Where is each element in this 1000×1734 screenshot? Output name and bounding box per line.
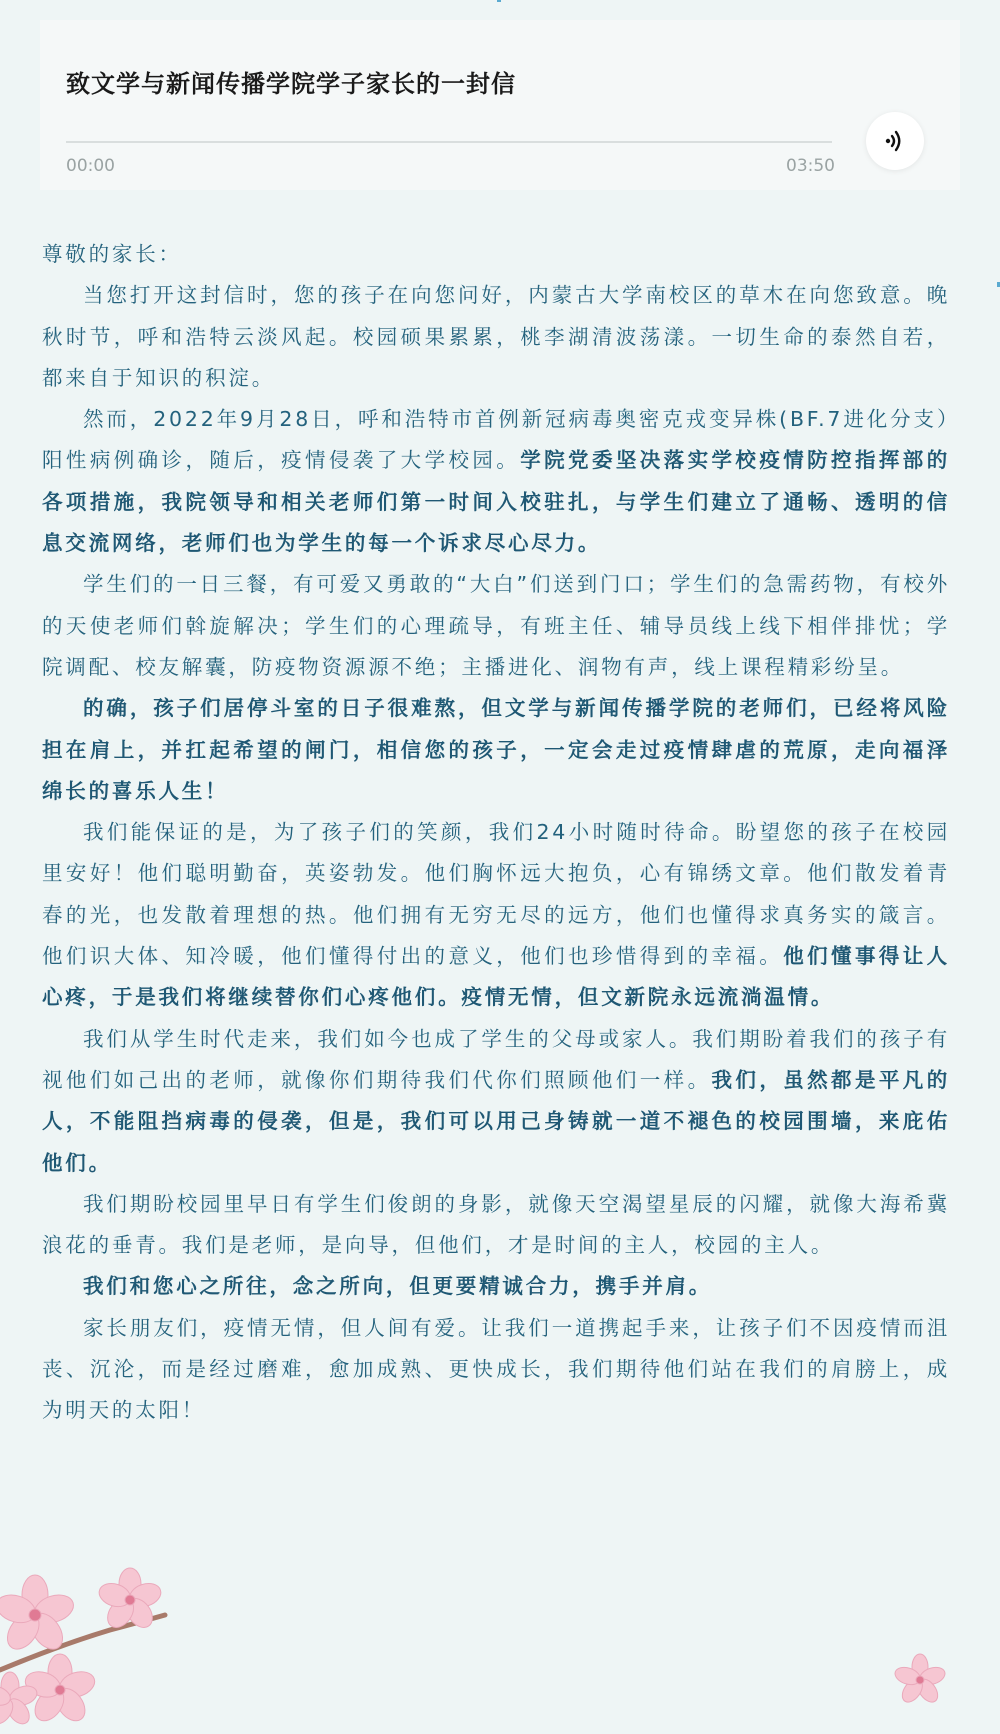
edge-mark: [497, 0, 501, 2]
total-time: 03:50: [786, 156, 835, 176]
letter-paragraph: 的确，孩子们居停斗室的日子很难熬，但文学与新闻传播学院的老师们，已经将风险担在肩上，并扛起希望的闸门，相信您的孩子，一定会走过疫情肆虐的荒原，走向福泽绵长的喜乐人生！: [42, 696, 950, 803]
letter-paragraph: 我们期盼校园里早日有学生们俊朗的身影，就像天空渴望星辰的闪耀，就像大海希冀浪花的垂青。我们是老师，是向导，但他们，才是时间的主人，校园的主人。: [42, 1191, 950, 1258]
cherry-blossom-small-decoration: [890, 1650, 950, 1710]
letter-paragraph: 我们能保证的是，为了孩子们的笑颜，我们24小时随时待命。盼望您的孩子在校园里安好！他们聪明勤奋，英姿勃发。他们胸怀远大抱负，心有锦绣文章。他们散发着青春的光，也发散着理想的热。他们拥有无穷无尽的远方，他们也懂得求真务实的箴言。他们识大体、知冷暖，他们懂得付出的意义，他们也珍惜得到的幸福。他们懂事得让人心疼，于是我们将继续替你们心疼他们。疫情无情，但文新院永远流淌温情。: [42, 820, 950, 1010]
sound-wave-icon: [882, 128, 908, 154]
letter-paragraph: 家长朋友们，疫情无情，但人间有爱。让我们一道携起手来，让孩子们不因疫情而沮丧、沉沦，而是经过磨难，愈加成熟、更快成长，我们期待他们站在我们的肩膀上，成为明天的太阳！: [42, 1315, 950, 1423]
letter-paragraph: 当您打开这封信时，您的孩子在向您问好，内蒙古大学南校区的草木在向您致意。晚秋时节，呼和浩特云淡风起。校园硕果累累，桃李湖清波荡漾。一切生命的泰然自若，都来自于知识的积淀。: [42, 283, 950, 390]
letter-paragraph: 我们从学生时代走来，我们如今也成了学生的父母或家人。我们期盼着我们的孩子有视他们如己出的老师，就像你们期待我们代你们照顾他们一样。我们，虽然都是平凡的人，不能阻挡病毒的侵袭，但是，我们可以用己身铸就一道不褪色的校园围墙，来庇佑他们。: [42, 1026, 950, 1175]
play-button[interactable]: [866, 112, 924, 170]
audio-progress-bar[interactable]: [66, 141, 832, 143]
letter-paragraph: 学生们的一日三餐，有可爱又勇敢的“大白”们送到门口；学生们的急需药物，有校外的天使老师们斡旋解决；学生们的心理疏导，有班主任、辅导员线上线下相伴排忧；学院调配、校友解囊，防疫物资源源不绝；主播进化、润物有声，线上课程精彩纷呈。: [42, 572, 950, 679]
audio-player: [40, 20, 960, 190]
letter-body: [42, 234, 950, 1432]
letter-paragraph: 我们和您心之所往，念之所向，但更要精诚合力，携手并肩。: [83, 1274, 713, 1299]
letter-paragraph: 然而，2022年9月28日，呼和浩特市首例新冠病毒奥密克戎变异株(BF.7进化分支）阳性病例确诊，随后，疫情侵袭了大学校园。学院党委坚决落实学校疫情防控指挥部的各项措施，我院领导和相关老师们第一时间入校驻扎，与学生们建立了通畅、透明的信息交流网络，老师们也为学生的每一个诉求尽心尽力。: [42, 407, 950, 556]
audio-title: 致文学与新闻传播学院学子家长的一封信: [66, 70, 516, 98]
cherry-blossom-decoration: [0, 1560, 200, 1734]
letter-greeting: 尊敬的家长：: [42, 242, 182, 266]
current-time: 00:00: [66, 156, 115, 176]
